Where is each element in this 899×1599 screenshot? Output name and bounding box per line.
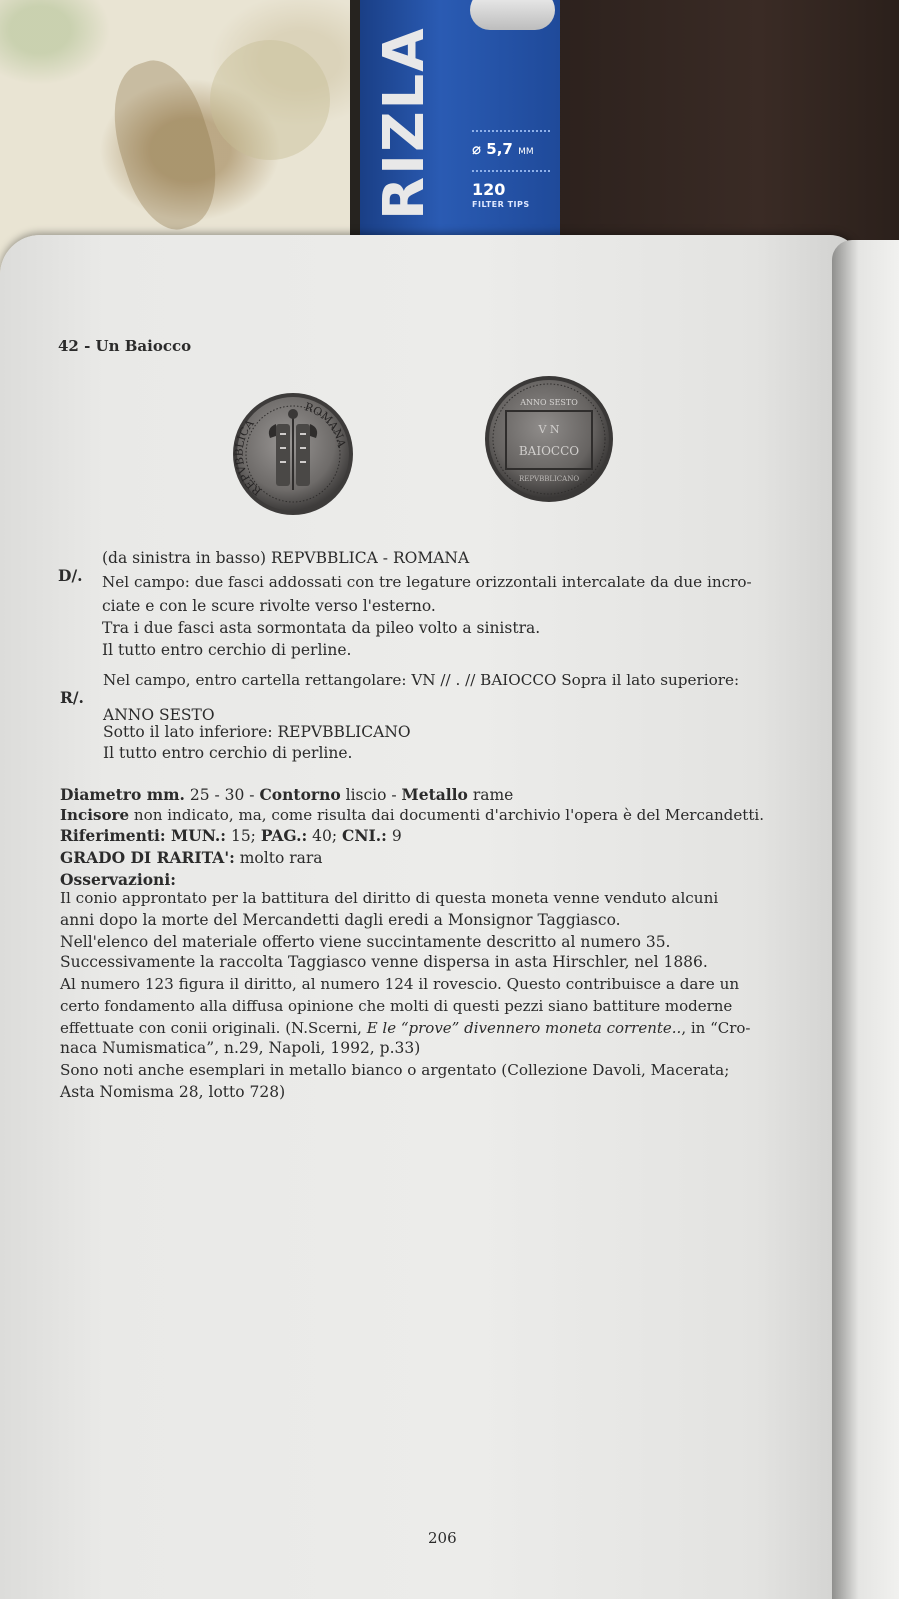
osservazioni-line: Nell'elenco del materiale offerto viene succintamente descritto al numero 35.: [60, 933, 671, 951]
coin-obverse-legend-left: REPVBBLICA: [232, 417, 264, 498]
rarita-line: [60, 848, 323, 868]
facing-page: [832, 240, 899, 1599]
cni-value: 9: [386, 827, 402, 845]
osservazioni-line: Al numero 123 figura il diritto, al numero 124 il rovescio. Questo contribuisce a dare un: [60, 975, 740, 993]
osservazioni-line: naca Numismatica”, n.29, Napoli, 1992, p.33): [60, 1039, 421, 1057]
citation-lead: effettuate con conii originali. (N.Scerni,: [60, 1019, 367, 1037]
coin-obverse-legend-right: ROMANA: [303, 400, 349, 449]
osservazioni-line: [60, 1018, 751, 1038]
cloth-pattern: [210, 40, 330, 160]
filter-roll-image: [470, 0, 555, 30]
osservazioni-line: anni dopo la morte del Mercandetti dagli eredi a Monsignor Taggiasco.: [60, 911, 621, 929]
coin-reverse-bottom: REPVBBLICANO: [518, 475, 580, 483]
incisore-label: Incisore: [60, 806, 130, 824]
metallo-label: Metallo: [401, 785, 468, 804]
osservazioni-label: Osservazioni:: [60, 870, 176, 889]
diameter-line: [60, 785, 513, 805]
diameter-value: 25 - 30 -: [184, 786, 260, 804]
obverse-line: Tra i due fasci asta sormontata da pileo volto a sinistra.: [102, 619, 541, 637]
coin-reverse-line1: V N: [538, 423, 560, 436]
osservazioni-line: certo fondamento alla diffusa opinione che molti di questi pezzi siano battiture moderne: [60, 997, 733, 1015]
obverse-line: Nel campo: due fasci addossati con tre legature orizzontali intercalate da due incro-: [102, 573, 752, 591]
filter-tips-box: [350, 0, 560, 255]
obverse-line: Il tutto entro cerchio di perline.: [102, 641, 352, 659]
rarita-value: molto rara: [234, 849, 323, 867]
incisore-line: [60, 805, 764, 825]
box-diameter-value: 5,7: [486, 140, 513, 158]
coin-reverse-top: ANNO SESTO: [520, 398, 578, 407]
osservazioni-line: Il conio approntato per la battitura del diritto di questa moneta venne venduto alcuni: [60, 889, 719, 907]
box-diameter-unit: MM: [518, 147, 534, 157]
osservazioni-line: Successivamente la raccolta Taggiasco venne dispersa in asta Hirschler, nel 1886.: [60, 953, 708, 971]
citation-tail: , in “Cro-: [681, 1019, 751, 1037]
reverse-line: Nel campo, entro cartella rettangolare: VN // . // BAIOCCO Sopra il lato superiore:: [103, 671, 740, 689]
coin-obverse-image: [232, 392, 354, 516]
reverse-line: ANNO SESTO: [103, 706, 215, 724]
box-diameter: ⌀ 5,7 MM: [472, 140, 534, 158]
osservazioni-line: Sono noti anche esemplari in metallo bianco o argentato (Collezione Davoli, Macerata;: [60, 1061, 730, 1079]
box-tips-label: FILTER TIPS: [472, 200, 530, 209]
coin-reverse-image: [484, 375, 614, 503]
pag-value: 40;: [307, 827, 343, 845]
box-brand: RIZLA: [372, 26, 437, 220]
obverse-line: ciate e con le scure rivolte verso l'esterno.: [102, 597, 436, 615]
pag-label: PAG.:: [260, 826, 308, 845]
cni-label: CNI.:: [342, 826, 387, 845]
reverse-line: Il tutto entro cerchio di perline.: [103, 744, 353, 762]
riferimenti-label: Riferimenti: MUN.:: [60, 826, 227, 845]
rarita-label: GRADO DI RARITA':: [60, 848, 235, 867]
divider: [472, 170, 550, 172]
metallo-value: rame: [467, 786, 514, 804]
riferimenti-line: [60, 826, 402, 846]
section-heading: 42 - Un Baiocco: [58, 337, 192, 355]
obverse-marker: D/.: [58, 566, 83, 585]
obverse-line: (da sinistra in basso) REPVBBLICA - ROMANA: [102, 549, 470, 567]
citation-title: E le “prove” divennero moneta corrente..: [366, 1019, 682, 1037]
incisore-value: non indicato, ma, come risulta dai documenti d'archivio l'opera è del Mercandetti.: [129, 806, 765, 824]
divider: [472, 130, 550, 132]
page-number: 206: [428, 1529, 457, 1547]
reverse-line: Sotto il lato inferiore: REPVBBLICANO: [103, 723, 411, 741]
osservazioni-line: Asta Nomisma 28, lotto 728): [60, 1083, 286, 1101]
coin-reverse-line2: BAIOCCO: [518, 444, 580, 458]
diameter-label: Diametro mm.: [60, 785, 185, 804]
contorno-value: liscio -: [340, 786, 402, 804]
box-count: 120: [472, 180, 506, 199]
mun-value: 15;: [226, 827, 261, 845]
contorno-label: Contorno: [259, 785, 341, 804]
reverse-marker: R/.: [60, 688, 84, 707]
